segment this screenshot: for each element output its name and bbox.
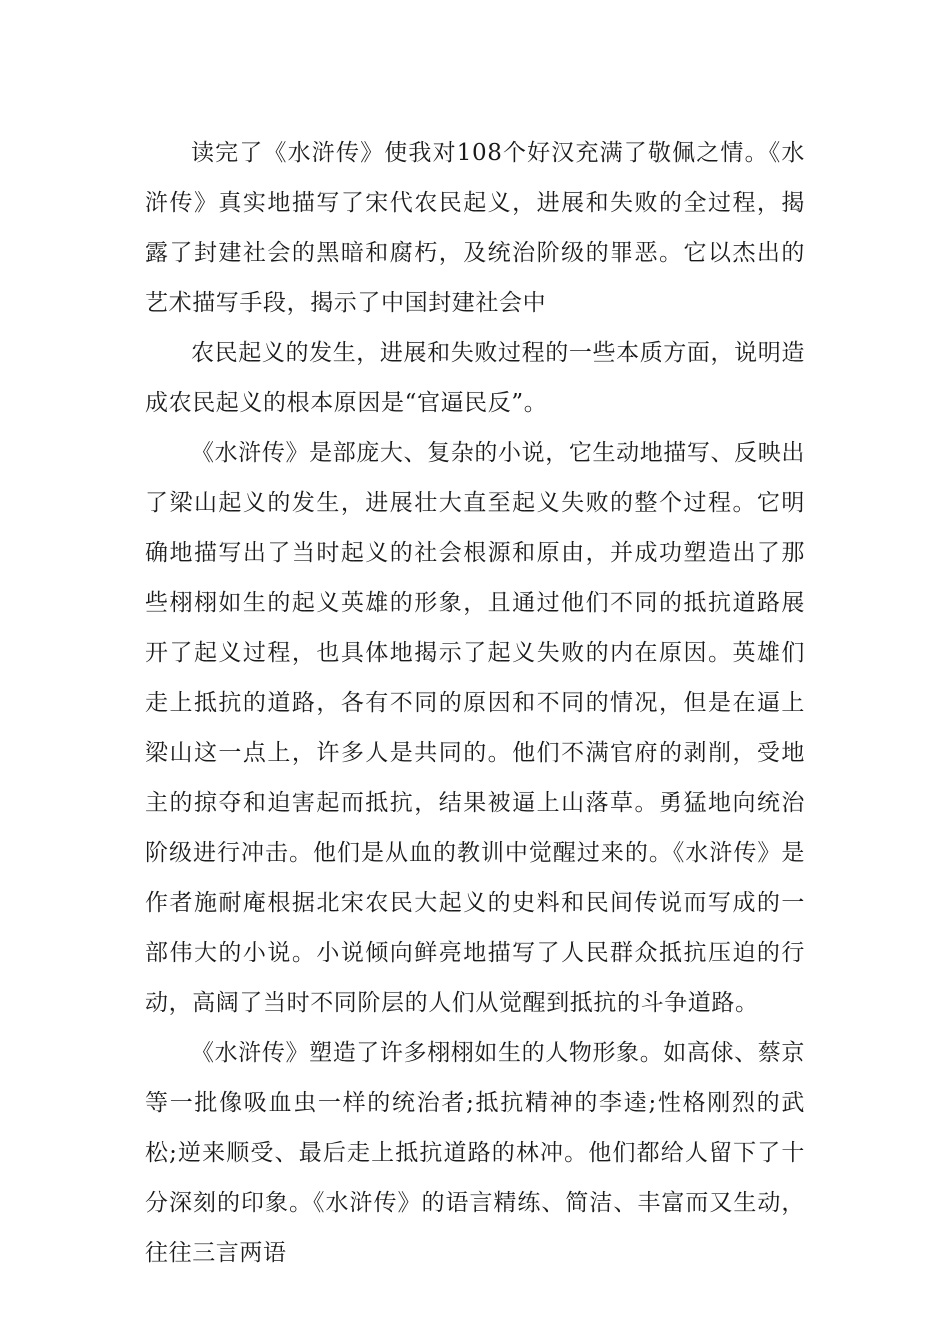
paragraph-3: 《水浒传》是部庞大、复杂的小说，它生动地描写、反映出了梁山起义的发生，进展壮大直至起义失败的整个过程。它明确地描写出了当时起义的社会根源和原由，并成功塑造出了那些栩栩如生的起义英雄的形象，且通过他们不同的抵抗道路展开了起义过程，也具体地揭示了起义失败的内在原因。英雄们走上抵抗的道路，各有不同的原因和不同的情况，但是在逼上梁山这一点上，许多人是共同的。他们不满官府的剥削，受地主的掠夺和迫害起而抵抗，结果被逼上山落草。勇猛地向统治阶级进行冲击。他们是从血的教训中觉醒过来的。《水浒传》是作者施耐庵根据北宋农民大起义的史料和民间传说而写成的一部伟大的小说。小说倾向鲜亮地描写了人民群众抵抗压迫的行动，高阔了当时不同阶层的人们从觉醒到抵抗的斗争道路。 [145, 440, 805, 1016]
paragraph-4: 《水浒传》塑造了许多栩栩如生的人物形象。如高俅、蔡京等一批像吸血虫一样的统治者;抵抗精神的李逵;性格刚烈的武松;逆来顺受、最后走上抵抗道路的林冲。他们都给人留下了十分深刻的印象。《水浒传》的语言精练、简洁、丰富而又生动，往往三言两语 [145, 1040, 805, 1266]
paragraph-1: 读完了《水浒传》使我对108个好汉充满了敬佩之情。《水浒传》真实地描写了宋代农民起义，进展和失败的全过程，揭露了封建社会的黑暗和腐朽，及统治阶级的罪恶。它以杰出的艺术描写手段，揭示了中国封建社会中 [145, 140, 805, 316]
paragraph-2: 农民起义的发生，进展和失败过程的一些本质方面，说明造成农民起义的根本原因是“官逼民反”。 [145, 340, 805, 416]
document-body [145, 128, 805, 1278]
